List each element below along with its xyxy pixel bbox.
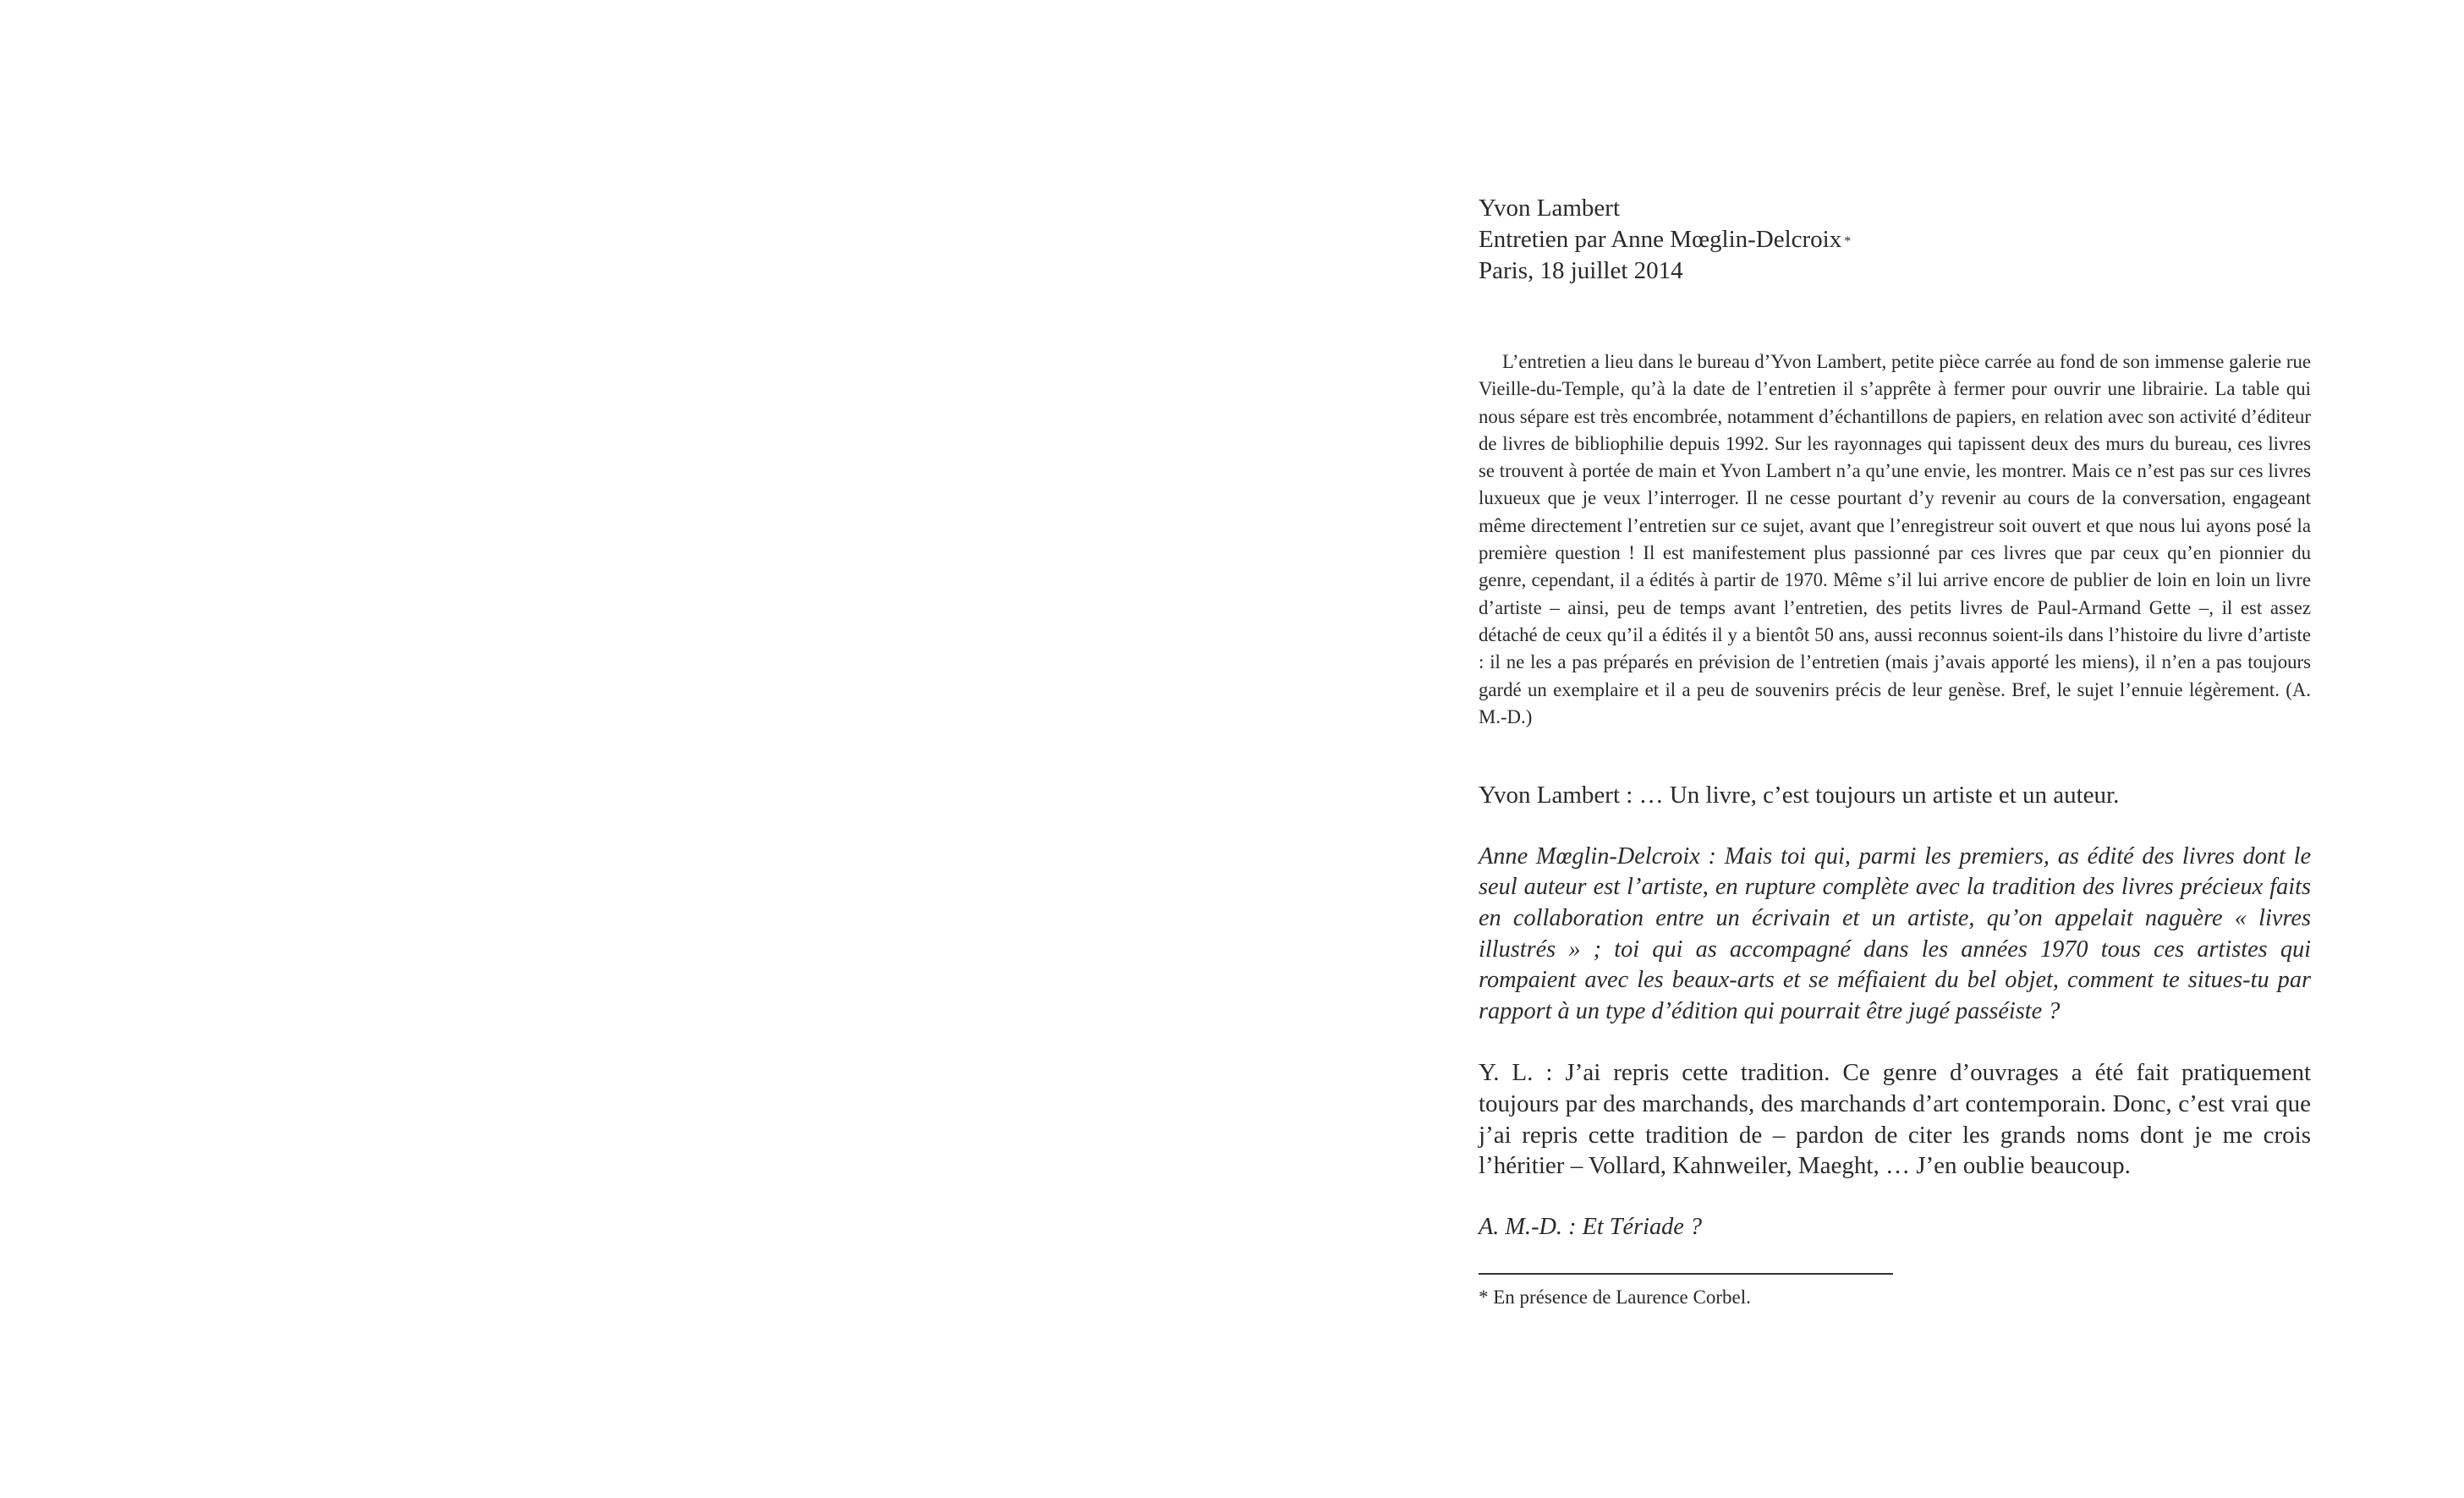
intro-paragraph: L’entretien a lieu dans le bureau d’Yvon Lambert, petite pièce carrée au fond de son immense galerie rue Vieille-du-Temple, qu’à la date de l’entretien il s’apprête à fermer pour ouvrir une librairie. La table qui nous sépare est très encombrée, notamment d’échantillons de papiers, en relation avec son activité d’éditeur de livres de bibliophilie depuis 1992. Sur les rayonnages qui tapissent deux des murs du bureau, ces livres se trouvent à portée de main et Yvon Lambert n’a qu’une envie, les montrer. Mais ce n’est pas sur ces livres luxueux que je veux l’interroger. Il ne cesse pourtant d’y revenir au cours de la conversation, engageant même directement l’entretien sur ce sujet, avant que l’enregistreur soit ouvert et que nous lui ayons posé la première question ! Il est manifestement plus passionné par ces livres que par ceux qu’en pionnier du genre, cependant, il a édités à partir de 1970. Même s’il lui arrive encore de publier de loin en loin un livre d’artiste – ainsi, peu de temps avant l’entretien, des petits livres de Paul-Armand Gette –, il est assez détaché de ceux qu’il a édités il y a bientôt 50 ans, aussi reconnus soient-ils dans l’histoire du livre d’artiste : il ne les a pas préparés en prévision de l’entretien (mais j’avais apporté les miens), il n’en a pas toujours gardé un exemplaire et il a peu de souvenirs précis de leur genèse. Bref, le sujet l’ennuie légèrement. (A. M.-D.) bbox=[1479, 351, 2311, 727]
interviewee-name: Yvon Lambert bbox=[1479, 195, 1621, 222]
interviewer-credit: Entretien par Anne Mœglin-Delcroix bbox=[1479, 226, 1842, 253]
right-page bbox=[1479, 193, 2311, 1310]
footnote-divider bbox=[1479, 1273, 1893, 1275]
interview-header bbox=[1479, 193, 2311, 287]
footnote-marker: * bbox=[1844, 234, 1852, 249]
footnote: * En présence de Laurence Corbel. bbox=[1479, 1287, 1751, 1309]
place-date: Paris, 18 juillet 2014 bbox=[1479, 257, 1683, 284]
dialogue-turn-delcroix-1: Anne Mœglin-Delcroix : Mais toi qui, parmi les premiers, as édité des livres dont le seul auteur est l’artiste, en rupture complète avec la tradition des livres précieux faits en collaboration entre un écrivain et un artiste, qu’on appelait naguère « livres illustrés » ; toi qui as accompagné dans les années 1970 tous ces artistes qui rompaient avec les beaux-arts et se méfiaient du bel objet, comment te situes-tu par rapport à un type d’édition qui pourrait être jugé passéiste ? bbox=[1479, 842, 2311, 1024]
interview-dialogue bbox=[1479, 780, 2311, 1243]
dialogue-turn-lambert-1: Yvon Lambert : … Un livre, c’est toujours un artiste et un auteur. bbox=[1479, 782, 2120, 809]
dialogue-turn-delcroix-2: A. M.-D. : Et Tériade ? bbox=[1479, 1213, 1703, 1240]
dialogue-turn-lambert-2: Y. L. : J’ai repris cette tradition. Ce genre d’ouvrages a été fait pratiquement toujours par des marchands, des marchands d’art contemporain. Donc, c’est vrai que j’ai repris cette tradition de – pardon de citer les grands noms dont je me crois l’héritier – Vollard, Kahnweiler, Maeght, … J’en oublie beaucoup. bbox=[1479, 1059, 2311, 1180]
interviewer-line bbox=[1479, 224, 2311, 255]
